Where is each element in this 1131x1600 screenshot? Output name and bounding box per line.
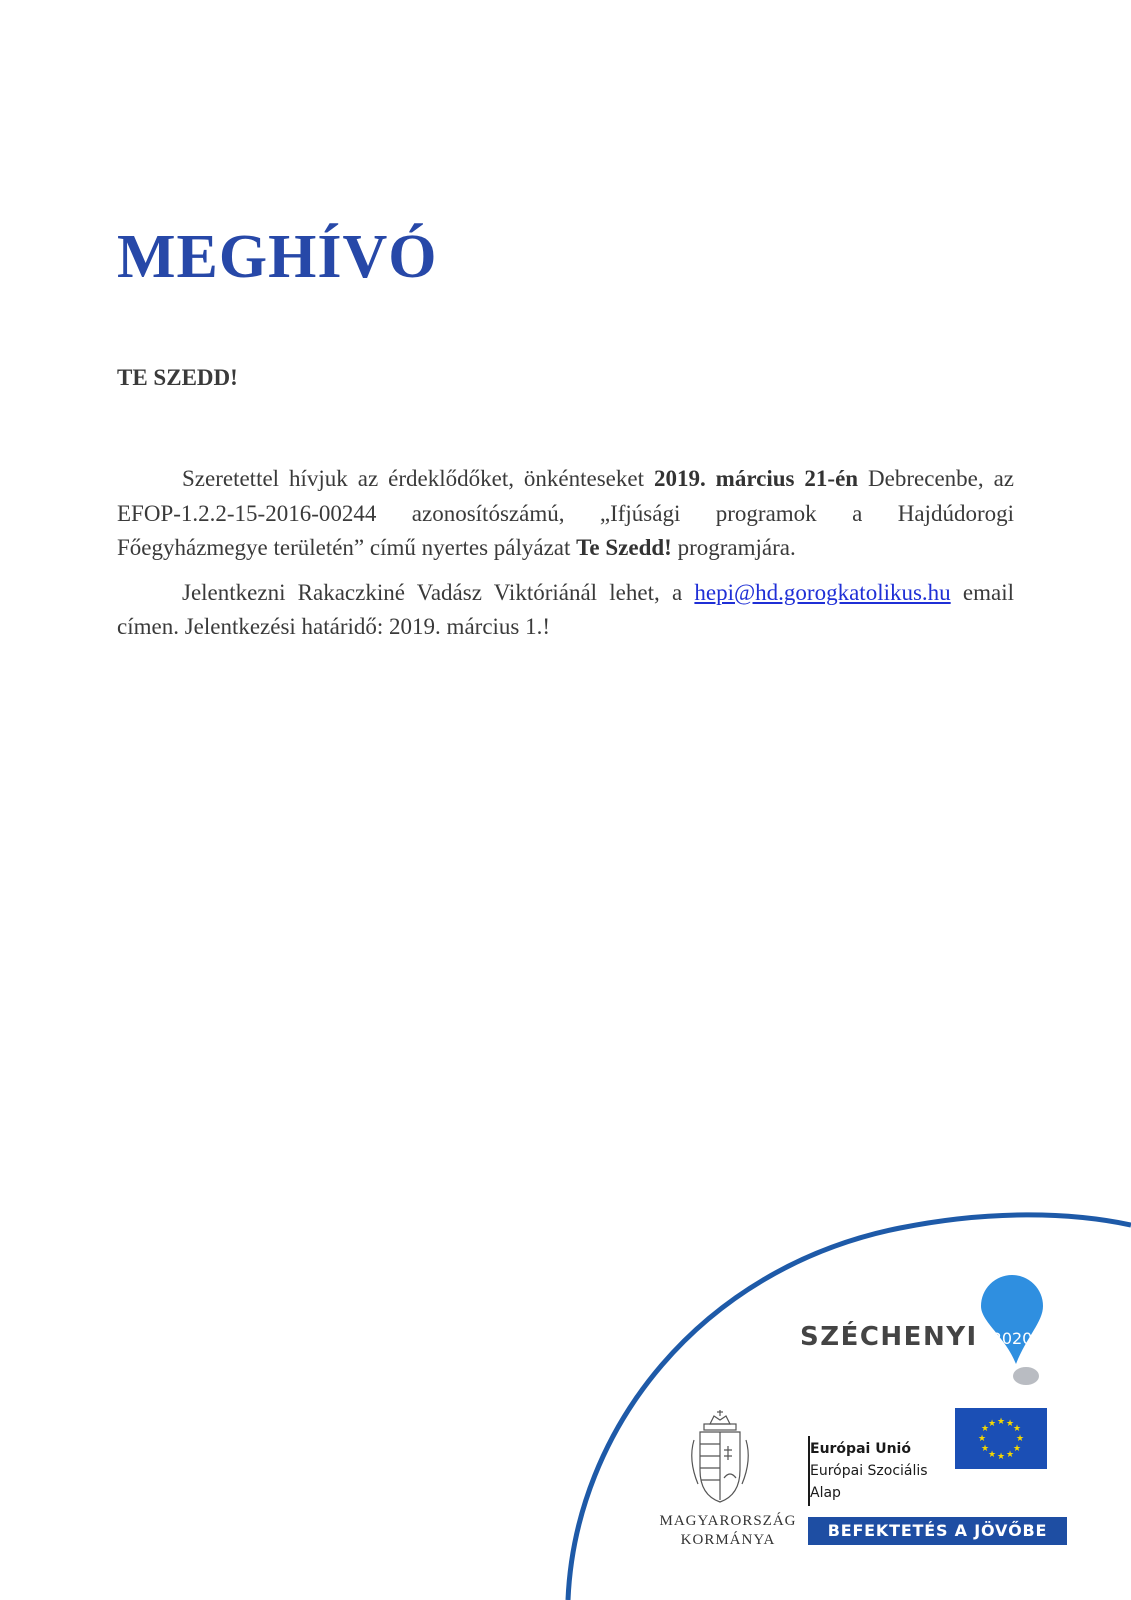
event-date: 2019. március 21-én: [653, 466, 859, 491]
szechenyi-year: 2020: [991, 1329, 1033, 1348]
svg-text:★: ★: [1012, 1444, 1022, 1454]
svg-text:★: ★: [1005, 1419, 1015, 1429]
svg-text:★: ★: [996, 1452, 1006, 1462]
paragraph1-text-a: Szeretettel hívjuk az érdeklődőket, önkénteseket: [182, 466, 654, 491]
svg-text:★: ★: [977, 1434, 987, 1444]
svg-text:★: ★: [987, 1450, 997, 1460]
svg-text:★: ★: [1012, 1424, 1022, 1434]
hungarian-coat-of-arms-icon: [692, 1410, 749, 1502]
page-subtitle: TE SZEDD!: [117, 365, 238, 390]
eu-title: Európai Unió: [810, 1441, 911, 1457]
svg-text:★: ★: [980, 1444, 990, 1454]
government-label-line2: KORMÁNYA: [680, 1532, 776, 1548]
eu-fund-line2: Európai Szociális: [810, 1463, 928, 1479]
eu-fund-line3: Alap: [810, 1485, 841, 1501]
paragraph2-text-a: Jelentkezni Rakaczkiné Vadász Viktóriánál lehet, a: [182, 579, 695, 605]
paragraph2-text-b: email címen. Jelentkezési határidő: 2019. március 1.!: [117, 579, 1014, 639]
paragraph1-text-b: Debrecenbe, az EFOP-1.2.2-15-2016-00244 azonosítószámú, „Ifjúsági programok a Hajdúdorogi Főegyházmegye területén” című nyertes pályázat: [117, 466, 1014, 560]
svg-text:★: ★: [980, 1424, 990, 1434]
program-name: Te Szedd!: [576, 535, 672, 560]
eu-flag-icon: [955, 1408, 1047, 1469]
invest-banner: BEFEKTETÉS A JÖVŐBE: [808, 1517, 1067, 1545]
svg-text:★: ★: [987, 1419, 997, 1429]
svg-text:★: ★: [1015, 1434, 1025, 1444]
svg-text:★: ★: [996, 1417, 1006, 1427]
page-title: MEGHÍVÓ: [117, 223, 438, 291]
paragraph1-text-c: programjára.: [671, 535, 796, 560]
svg-text:★: ★: [1005, 1450, 1015, 1460]
eu-fund-label: [810, 1438, 928, 1504]
szechenyi-label: SZÉCHENYI: [800, 1322, 978, 1352]
government-label-line1: MAGYARORSZÁG: [659, 1513, 797, 1529]
email-link[interactable]: hepi@hd.gorogkatolikus.hu: [694, 579, 951, 605]
